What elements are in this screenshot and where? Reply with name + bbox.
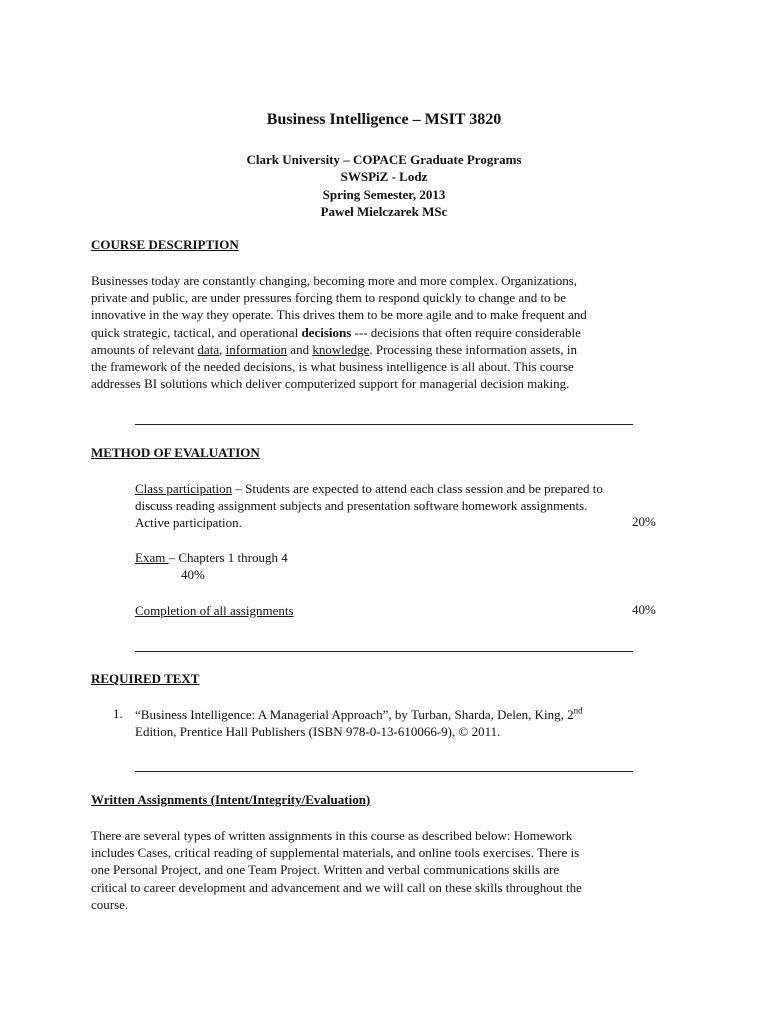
section-divider (135, 651, 633, 652)
participation-label: Class participation (135, 481, 233, 496)
semester-line: Spring Semester, 2013 (322, 187, 446, 202)
university-line: Clark University – COPACE Graduate Programs (246, 152, 522, 167)
paragraph-line: Businesses today are constantly changing, becoming more and more complex. Organizations, (91, 273, 578, 288)
exam-percentage: 40% (181, 567, 205, 582)
paragraph-line: critical to career development and advancement and we will call on these skills throughout the (91, 879, 582, 895)
participation-percentage: 20% (632, 514, 656, 529)
paragraph-line: addresses BI solutions which deliver computerized support for managerial decision making. (91, 376, 570, 392)
paragraph-line: includes Cases, critical reading of supplemental materials, and online tools exercises. There is (91, 845, 580, 861)
document-title: Business Intelligence – MSIT 3820 (266, 111, 502, 128)
evaluation-heading: METHOD OF EVALUATION (91, 445, 260, 460)
completion-percentage: 40% (632, 602, 656, 617)
paragraph-line: There are several types of written assignments in this course as described below: Homework (91, 828, 573, 843)
paragraph-line: the framework of the needed decisions, is what business intelligence is all about. This course (91, 359, 574, 375)
course-description-heading: COURSE DESCRIPTION (91, 237, 239, 252)
section-divider (135, 771, 633, 772)
paragraph-line: course. (91, 896, 129, 912)
information-term: information (225, 341, 288, 357)
participation-line: discuss reading assignment subjects and presentation software homework assignments. (135, 498, 588, 513)
participation-line: Class participation – Students are expected to attend each class session and be prepared to (135, 481, 603, 496)
school-line: SWSPiZ - Lodz (340, 169, 428, 184)
paragraph-line: one Personal Project, and one Team Project. Written and verbal communications skills are (91, 862, 560, 878)
completion-label: Completion of all assignments (135, 603, 294, 618)
knowledge-term: knowledge (312, 341, 370, 357)
written-assignments-paragraph (91, 827, 691, 913)
paragraph-line: quick strategic, tactical, and operational decisions --- decisions that often require considerable (91, 324, 581, 340)
instructor-line: Paweł Mielczarek MSc (320, 204, 448, 219)
required-text-heading: REQUIRED TEXT (91, 671, 200, 686)
section-divider (135, 424, 633, 425)
paragraph-line: innovative in the way they operate. This drives them to be more agile and to make frequent and (91, 307, 587, 323)
list-number: 1. (113, 706, 123, 721)
ordinal-superscript: nd (573, 705, 583, 716)
decisions-emphasis: decisions (301, 324, 352, 340)
participation-line: Active participation. (135, 515, 242, 530)
course-description-paragraph (91, 272, 691, 392)
written-assignments-heading: Written Assignments (Intent/Integrity/Evaluation) (91, 792, 371, 807)
exam-label: Exam (135, 550, 169, 565)
completion-line (135, 602, 294, 619)
paragraph-line: amounts of relevant data, information and knowledge. Processing these information assets, in (91, 341, 577, 357)
required-book-line: Edition, Prentice Hall Publishers (ISBN 978-0-13-610066-9), © 2011. (135, 724, 501, 739)
exam-line: Exam – Chapters 1 through 4 (135, 550, 288, 565)
data-term: data (197, 341, 220, 357)
required-book-line: “Business Intelligence: A Managerial Approach”, by Turban, Sharda, Delen, King, 2nd (135, 705, 583, 722)
paragraph-line: private and public, are under pressures forcing them to respond quickly to change and to be (91, 290, 567, 306)
